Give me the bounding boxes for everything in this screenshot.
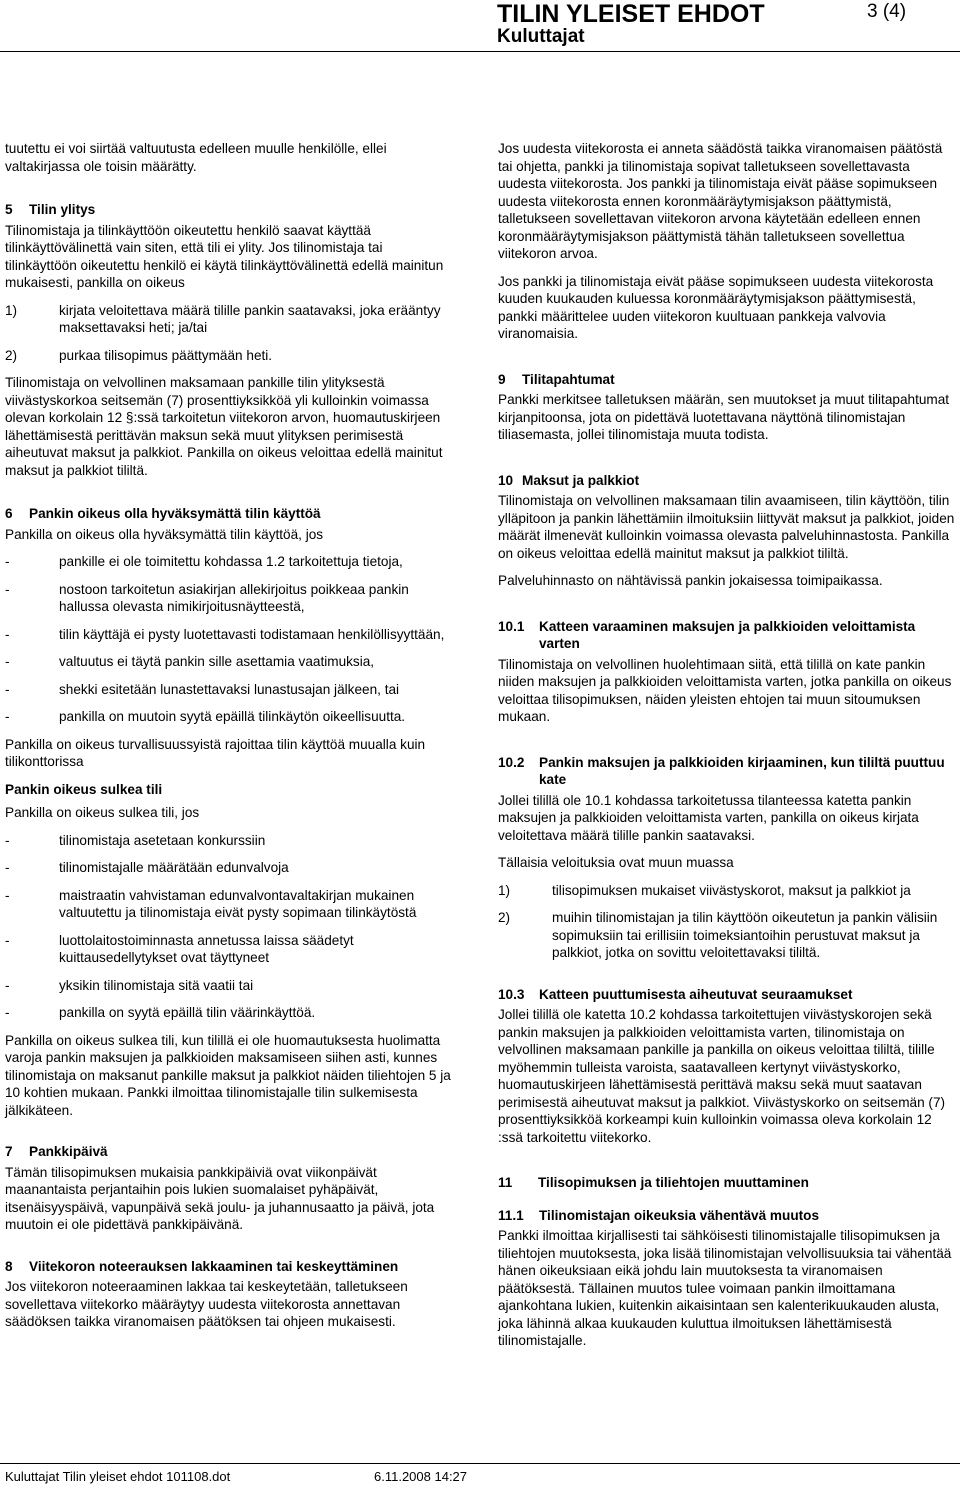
list-item [5,553,455,571]
list-marker: - [5,626,10,642]
section-title: Maksut ja palkkiot [522,472,640,488]
paragraph: Pankilla on oikeus olla hyväksymättä tilin käyttöä, jos [5,526,324,542]
list-text: maistraatin vahvistaman edunvalvontavaltakirjan mukainen valtuutettu ja tilinomistaja eivät pysty sopimaan tilinkäytöstä [59,887,417,920]
section-number: 8 [5,1258,13,1274]
list-marker: - [5,887,10,903]
section-title: Pankin oikeus olla hyväksymättä tilin käyttöä [29,506,321,521]
paragraph: Pankilla on oikeus turvallisuussyistä rajoittaa tilin käyttöä muualla kuin tilikonttorissa [5,736,426,769]
list-marker: - [5,581,10,597]
list-text: pankilla on syytä epäillä tilin väärinkäyttöä. [59,1005,316,1020]
subsection-heading: Pankin oikeus sulkea tili [5,781,163,797]
paragraph: Tilinomistaja ja tilinkäyttöön oikeutettu henkilö saavat käyttää tilinkäyttövälinettä vain siten, että tili ei ylity. Jos tilinomistaja tai tilinkäyttöön oikeutettu henkilö ei käytä tilinkäyttövälinettä edellä mainitun mukaisesti, pankilla on oikeus [5,222,444,290]
section-number: 9 [498,371,506,387]
footer-date: 6.11.2008 14:27 [374,1469,468,1484]
paragraph: Jollei tilillä ole 10.1 kohdassa tarkoitetussa tilanteessa katetta pankin maksujen ja palkkioiden veloittamista varten, pankilla on oikeus kirjata veloitettava määrä tilille pankin saatavaksi. [498,792,919,843]
section-10-heading [498,472,958,490]
list-item [5,347,455,365]
section-number: 6 [5,506,13,521]
right-column [498,140,958,1360]
list-marker: - [5,832,10,848]
list-marker: - [5,654,10,669]
paragraph: Tilinomistaja on velvollinen huolehtimaan siitä, että tilillä on kate pankin niiden maksujen ja palkkioiden veloittamista varten, jotka pankilla on oikeus veloittaa tilisopimuksen, näiden yleisten ehtojen tai muun sitoumuksen mukaan. [498,656,952,724]
paragraph: Pankki merkitsee talletuksen määrän, sen muutokset ja muut tilitapahtumat kirjanpitoonsa, jota on pidettävä luotettavana näyttönä tilinomistajan tiliasemasta, jollei tilinomistaja muuta todista. [498,392,950,442]
document-subtitle: Kuluttajat [497,26,585,47]
list-marker: - [5,932,10,948]
paragraph: Pankki ilmoittaa kirjallisesti tai sähköisesti tilinomistajalle tilisopimuksen ja tiliehtojen muutoksesta, joka lisää tilinomistajan velvollisuuksia tai vähentää hänen oikeuksiaan eikä johdu lain muutoksesta ta viranomaisen päätöksestä. Tällainen muutos tulee voimaan pankin ilmoittamana ajankohtana lukien, kuitenkin aikaisintaan sen kalenterikuukauden alusta, joka lähinnä alkaa kuukauden kuluttua ilmoituksen lähettämisestä tilinomistajalle. [498,1228,952,1348]
section-10-1-heading [498,618,958,653]
section-number: 7 [5,1144,13,1159]
intro-paragraph: tuutettu ei voi siirtää valtuutusta edelleen muulle henkilölle, ellei valtakirjassa ole toisin määrätty. [5,141,387,174]
section-title: Katteen varaaminen maksujen ja palkkioiden veloittamista varten [539,618,916,651]
paragraph: Tilinomistaja on velvollinen maksamaan tilin avaamiseen, tilin käyttöön, tilin ylläpitoon ja pankin lähettämiin ilmoituksiin liittyvät maksut ja palkkiot, joiden määrät ilmenevät kulloinkin voimassa olevasta palveluhinnastosta. Pankilla on oikeus veloittaa edellä mainitut maksut ja palkkiot tililtä. [498,493,955,561]
list-item [498,882,958,900]
section-number: 5 [5,202,13,217]
list-item [5,932,455,967]
left-column [5,140,455,1341]
section-10-2-heading [498,754,958,789]
section-title: Katteen puuttumisesta aiheutuvat seuraamukset [539,986,853,1002]
list-text: tilisopimuksen mukaiset viivästyskorot, maksut ja palkkiot ja [552,882,911,898]
list-text: muihin tilinomistajan ja tilin käyttöön oikeutetun ja pankin välisiin sopimuksiin tai erillisiin toimeksiantoihin perustuvat maksut ja palkkiot, jotka on sovittu veloitettavaksi tililtä. [552,910,938,960]
paragraph: Jos pankki ja tilinomistaja eivät pääse sopimukseen uudesta viitekorosta kuuden kuukauden kuluessa koronmääräytymisjakson päättymisestä, pankki määrittelee uuden viitekoron kuultuaan pankkeja valvovia viranomaisia. [498,273,934,341]
list-text: valtuutus ei täytä pankin sille asettamia vaatimuksia, [59,654,375,669]
list-item [5,653,455,671]
section-number: 11.1 [498,1207,524,1223]
section-number: 10.3 [498,986,525,1002]
paragraph: Tilinomistaja on velvollinen maksamaan pankille tilin ylityksestä viivästyskorkoa seitsemän (7) prosenttiyksikköä yli kulloinkin voimassa olevan korkolain 12 §:ssä tarkoitetun viitekoron arvon, huomautuskirjeen lähettämisestä perittävän maksun sekä muut ylityksen perimisestä aiheutuvat maksut ja palkkiot. Pankilla on oikeus veloittaa edellä mainitut maksut ja palkkiot tililtä. [5,375,443,478]
section-7-heading [5,1143,455,1161]
list-item [5,1004,455,1022]
list-text: nostoon tarkoitetun asiakirjan allekirjoitus poikkeaa pankin hallussa olevasta nimikirjoitusnäytteestä, [59,581,409,614]
section-9-heading [498,371,958,389]
paragraph: Jos uudesta viitekorosta ei anneta säädöstä taikka viranomaisen päätöstä tai ohjetta, pankki ja tilinomistaja sopivat talletukseen sovellettavasta uudesta viitekorosta. Jos pankki ja tilinomistaja eivät pääse sopimukseen uudesta viitekorosta ennen koronmääräytymisjakson päättymistä, talletukseen sovellettavan viitekoron arvona käytetään edelleen ennen koronmääräytymisjakson päättymistä tähän talletukseen sovellettua viitekoron arvoa. [498,141,943,261]
list-item [5,626,455,644]
section-6-heading [5,505,455,523]
paragraph: Jollei tilillä ole katetta 10.2 kohdassa tarkoitettujen viivästyskorojen sekä pankin maksujen ja palkkioiden veloittamista varten, tilinomistaja on velvollinen maksamaan pankille ja pankilla on oikeus veloittaa tililtä, tilille myöhemmin tulleista varoista, saatavalleen kertynyt viivästyskorko, huomautuskirjeen lähettämisestä perittävä maksu sekä muut saatavan perimisestä aiheutuvat maksut ja palkkiot. Viivästyskorko on seitsemän (7) prosenttiyksikköä korkeampi kuin kulloinkin voimassa oleva korkolain 12 :ssä tarkoitettu viitekorko. [498,1007,946,1145]
section-title: Pankin maksujen ja palkkioiden kirjaaminen, kun tililtä puuttuu kate [539,754,945,787]
paragraph: Pankilla on oikeus sulkea tili, kun tilillä ei ole huomautuksesta huolimatta varoja pankin maksujen ja palkkioiden maksamiseen siihen asti, kunnes tilinomistaja on maksanut pankille maksut ja palkkiot näiden tiliehtojen 5 ja 10 kohtien mukaan. Pankki ilmoittaa tilinomistajalle tilin sulkemisesta jälkikäteen. [5,1032,451,1118]
list-marker: 2) [5,347,18,363]
list-item [5,302,455,337]
section-5-heading [5,201,455,219]
footer-filename: Kuluttajat Tilin yleiset ehdot 101108.dot [5,1469,231,1484]
list-marker: 1) [498,882,511,898]
paragraph: Pankilla on oikeus sulkea tili, jos [5,805,200,820]
document-title: TILIN YLEISET EHDOT [497,0,765,28]
section-10-3-heading [498,986,958,1004]
list-text: luottolaitostoiminnasta annetussa laissa säädetyt kuittausedellytykset ovat täyttyneet [59,932,354,965]
section-title: Tilin ylitys [29,202,96,217]
section-11-heading [498,1174,958,1192]
paragraph: Tällaisia veloituksia ovat muun muassa [498,855,734,870]
list-marker: - [5,860,10,875]
list-text: kirjata veloitettava määrä tilille pankin saatavaksi, joka erääntyy maksettavaksi heti; ja/tai [59,302,441,335]
list-text: pankilla on muutoin syytä epäillä tilinkäytön oikeellisuutta. [59,709,406,724]
section-title: Tilinomistajan oikeuksia vähentävä muutos [539,1207,820,1223]
list-text: pankille ei ole toimitettu kohdassa 1.2 tarkoitettuja tietoja, [59,554,403,569]
list-marker: 2) [498,910,511,925]
section-number: 10.2 [498,754,525,770]
list-marker: - [5,709,10,724]
list-marker: - [5,1005,10,1020]
paragraph: Palveluhinnasto on nähtävissä pankin jokaisessa toimipaikassa. [498,573,883,588]
list-item [498,909,958,962]
list-marker: - [5,681,10,697]
list-item [5,681,455,699]
list-marker: - [5,554,10,569]
list-text: tilinomistajalle määrätään edunvalvoja [59,860,289,875]
list-item [5,887,455,922]
section-number: 10.1 [498,618,525,634]
section-title: Tilitapahtumat [522,371,615,387]
list-text: yksikin tilinomistaja sitä vaatii tai [59,977,254,993]
list-marker: 1) [5,302,18,318]
list-text: tilinomistaja asetetaan konkurssiin [59,832,266,848]
page-number: 3 (4) [867,1,907,22]
section-number: 10 [498,472,514,488]
list-item [5,708,455,726]
list-marker: - [5,977,10,993]
section-title: Viitekoron noteerauksen lakkaaminen tai keskeyttäminen [29,1258,399,1274]
paragraph: Tämän tilisopimuksen mukaisia pankkipäiviä ovat viikonpäivät maanantaista perjantaihin pois lukien suomalaiset pyhäpäivät, itsenäisyyspäivä, vapunpäivä sekä joulu- ja juhannusaatto ja päivä, jota muutoin ei ole pidettävä pankkipäivänä. [5,1164,435,1232]
list-item [5,977,455,995]
list-item [5,859,455,877]
header-rule [0,51,960,52]
section-title: Tilisopimuksen ja tiliehtojen muuttaminen [538,1175,809,1190]
section-number: 11 [498,1175,513,1190]
paragraph: Jos viitekoron noteeraaminen lakkaa tai keskeytetään, talletukseen sovellettava viitekorko määräytyy uudesta viitekorosta annettavan säädöksen taikka viranomaisen päätöksen tai ohjeen mukaisesti. [5,1279,408,1329]
list-text: shekki esitetään lunastettavaksi lunastusajan jälkeen, tai [59,681,400,697]
footer-rule [0,1463,960,1464]
list-text: tilin käyttäjä ei pysty luotettavasti todistamaan henkilöllisyyttään, [59,626,445,642]
section-title: Pankkipäivä [29,1144,108,1159]
section-11-1-heading [498,1207,958,1225]
list-text: purkaa tilisopimus päättymään heti. [59,347,273,363]
section-8-heading [5,1258,455,1276]
list-item [5,832,455,850]
list-item [5,581,455,616]
